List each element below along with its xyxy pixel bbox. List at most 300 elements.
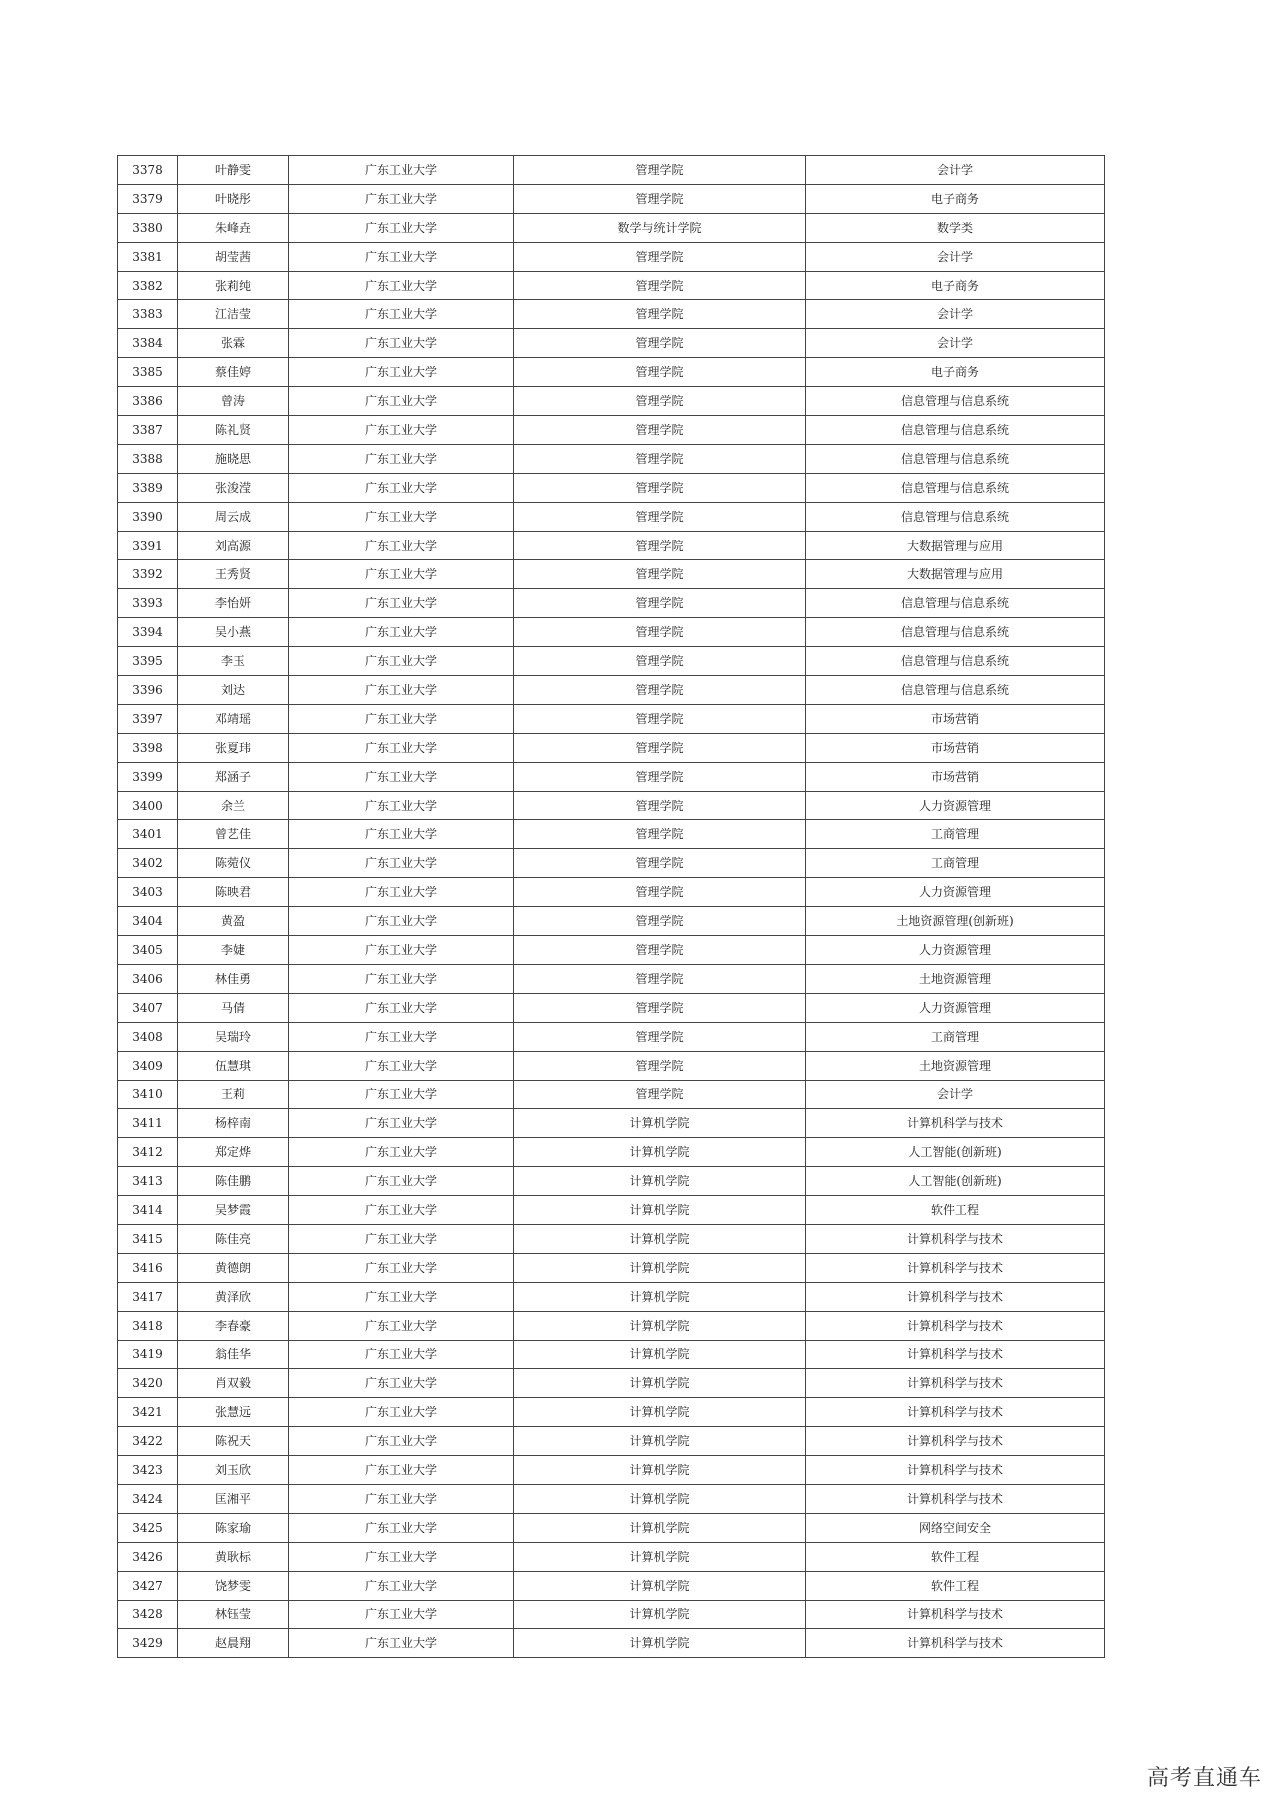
name-cell: 张浚滢	[178, 473, 289, 502]
name-cell: 曾艺佳	[178, 820, 289, 849]
name-cell: 张慧远	[178, 1398, 289, 1427]
table-row	[118, 849, 1105, 878]
college-cell: 管理学院	[514, 993, 806, 1022]
row-number-cell: 3417	[118, 1282, 178, 1311]
row-number-cell: 3391	[118, 531, 178, 560]
college-cell: 计算机学院	[514, 1456, 806, 1485]
school-cell: 广东工业大学	[289, 1224, 514, 1253]
table-row	[118, 704, 1105, 733]
major-cell: 工商管理	[806, 1022, 1105, 1051]
name-cell: 周云成	[178, 502, 289, 531]
school-cell: 广东工业大学	[289, 502, 514, 531]
name-cell: 刘达	[178, 676, 289, 705]
name-cell: 李怡妍	[178, 589, 289, 618]
school-cell: 广东工业大学	[289, 791, 514, 820]
school-cell: 广东工业大学	[289, 1109, 514, 1138]
name-cell: 陈菀仪	[178, 849, 289, 878]
major-cell: 信息管理与信息系统	[806, 416, 1105, 445]
table-row	[118, 184, 1105, 213]
college-cell: 管理学院	[514, 762, 806, 791]
major-cell: 电子商务	[806, 271, 1105, 300]
row-number-cell: 3384	[118, 329, 178, 358]
college-cell: 计算机学院	[514, 1282, 806, 1311]
school-cell: 广东工业大学	[289, 1022, 514, 1051]
major-cell: 人力资源管理	[806, 993, 1105, 1022]
major-cell: 计算机科学与技术	[806, 1600, 1105, 1629]
school-cell: 广东工业大学	[289, 618, 514, 647]
watermark-text: 高考直通车	[1146, 1766, 1262, 1791]
name-cell: 马倩	[178, 993, 289, 1022]
name-cell: 陈映君	[178, 878, 289, 907]
name-cell: 朱峰垚	[178, 213, 289, 242]
major-cell: 人工智能(创新班)	[806, 1138, 1105, 1167]
name-cell: 匡湘平	[178, 1484, 289, 1513]
major-cell: 电子商务	[806, 184, 1105, 213]
name-cell: 叶静雯	[178, 156, 289, 185]
school-cell: 广东工业大学	[289, 907, 514, 936]
table-row	[118, 531, 1105, 560]
row-number-cell: 3399	[118, 762, 178, 791]
college-cell: 管理学院	[514, 416, 806, 445]
college-cell: 管理学院	[514, 647, 806, 676]
college-cell: 管理学院	[514, 358, 806, 387]
table-row	[118, 589, 1105, 618]
college-cell: 管理学院	[514, 444, 806, 473]
school-cell: 广东工业大学	[289, 560, 514, 589]
table-row	[118, 820, 1105, 849]
row-number-cell: 3402	[118, 849, 178, 878]
name-cell: 陈佳亮	[178, 1224, 289, 1253]
school-cell: 广东工业大学	[289, 329, 514, 358]
name-cell: 张夏玮	[178, 733, 289, 762]
table-row	[118, 213, 1105, 242]
college-cell: 管理学院	[514, 1080, 806, 1109]
college-cell: 计算机学院	[514, 1484, 806, 1513]
name-cell: 刘玉欣	[178, 1456, 289, 1485]
row-number-cell: 3418	[118, 1311, 178, 1340]
school-cell: 广东工业大学	[289, 1484, 514, 1513]
school-cell: 广东工业大学	[289, 820, 514, 849]
major-cell: 市场营销	[806, 733, 1105, 762]
major-cell: 会计学	[806, 329, 1105, 358]
college-cell: 计算机学院	[514, 1571, 806, 1600]
major-cell: 计算机科学与技术	[806, 1456, 1105, 1485]
major-cell: 信息管理与信息系统	[806, 444, 1105, 473]
major-cell: 数学类	[806, 213, 1105, 242]
major-cell: 市场营销	[806, 704, 1105, 733]
table-row	[118, 1051, 1105, 1080]
college-cell: 管理学院	[514, 849, 806, 878]
name-cell: 吴瑞玲	[178, 1022, 289, 1051]
name-cell: 黄盈	[178, 907, 289, 936]
row-number-cell: 3398	[118, 733, 178, 762]
school-cell: 广东工业大学	[289, 358, 514, 387]
college-cell: 数学与统计学院	[514, 213, 806, 242]
school-cell: 广东工业大学	[289, 647, 514, 676]
row-number-cell: 3405	[118, 936, 178, 965]
school-cell: 广东工业大学	[289, 242, 514, 271]
major-cell: 软件工程	[806, 1571, 1105, 1600]
major-cell: 会计学	[806, 300, 1105, 329]
row-number-cell: 3419	[118, 1340, 178, 1369]
college-cell: 管理学院	[514, 936, 806, 965]
table-row	[118, 791, 1105, 820]
table-row	[118, 242, 1105, 271]
school-cell: 广东工业大学	[289, 416, 514, 445]
college-cell: 计算机学院	[514, 1398, 806, 1427]
table-row	[118, 271, 1105, 300]
school-cell: 广东工业大学	[289, 1051, 514, 1080]
school-cell: 广东工业大学	[289, 993, 514, 1022]
table-row	[118, 444, 1105, 473]
major-cell: 信息管理与信息系统	[806, 473, 1105, 502]
table-row	[118, 1513, 1105, 1542]
major-cell: 人力资源管理	[806, 878, 1105, 907]
school-cell: 广东工业大学	[289, 1080, 514, 1109]
table-row	[118, 1484, 1105, 1513]
school-cell: 广东工业大学	[289, 1571, 514, 1600]
table-row	[118, 647, 1105, 676]
row-number-cell: 3410	[118, 1080, 178, 1109]
name-cell: 林钰莹	[178, 1600, 289, 1629]
college-cell: 管理学院	[514, 1051, 806, 1080]
row-number-cell: 3413	[118, 1167, 178, 1196]
table-row	[118, 1398, 1105, 1427]
table-row	[118, 1600, 1105, 1629]
table-row	[118, 1629, 1105, 1658]
row-number-cell: 3422	[118, 1427, 178, 1456]
row-number-cell: 3406	[118, 964, 178, 993]
school-cell: 广东工业大学	[289, 762, 514, 791]
row-number-cell: 3414	[118, 1196, 178, 1225]
name-cell: 吴梦霞	[178, 1196, 289, 1225]
row-number-cell: 3388	[118, 444, 178, 473]
school-cell: 广东工业大学	[289, 1340, 514, 1369]
row-number-cell: 3429	[118, 1629, 178, 1658]
college-cell: 管理学院	[514, 791, 806, 820]
row-number-cell: 3400	[118, 791, 178, 820]
name-cell: 曾涛	[178, 387, 289, 416]
college-cell: 管理学院	[514, 531, 806, 560]
major-cell: 市场营销	[806, 762, 1105, 791]
student-list-body	[118, 156, 1105, 1658]
row-number-cell: 3385	[118, 358, 178, 387]
table-row	[118, 416, 1105, 445]
table-row	[118, 473, 1105, 502]
table-row	[118, 1167, 1105, 1196]
table-row	[118, 1542, 1105, 1571]
row-number-cell: 3378	[118, 156, 178, 185]
row-number-cell: 3395	[118, 647, 178, 676]
row-number-cell: 3408	[118, 1022, 178, 1051]
name-cell: 翁佳华	[178, 1340, 289, 1369]
college-cell: 管理学院	[514, 618, 806, 647]
row-number-cell: 3386	[118, 387, 178, 416]
row-number-cell: 3389	[118, 473, 178, 502]
college-cell: 计算机学院	[514, 1253, 806, 1282]
school-cell: 广东工业大学	[289, 936, 514, 965]
college-cell: 管理学院	[514, 1022, 806, 1051]
major-cell: 会计学	[806, 242, 1105, 271]
row-number-cell: 3420	[118, 1369, 178, 1398]
table-row	[118, 762, 1105, 791]
table-row	[118, 1340, 1105, 1369]
name-cell: 江洁莹	[178, 300, 289, 329]
name-cell: 蔡佳婷	[178, 358, 289, 387]
row-number-cell: 3423	[118, 1456, 178, 1485]
major-cell: 网络空间安全	[806, 1513, 1105, 1542]
name-cell: 胡莹茜	[178, 242, 289, 271]
school-cell: 广东工业大学	[289, 1167, 514, 1196]
school-cell: 广东工业大学	[289, 156, 514, 185]
major-cell: 软件工程	[806, 1542, 1105, 1571]
school-cell: 广东工业大学	[289, 733, 514, 762]
major-cell: 计算机科学与技术	[806, 1398, 1105, 1427]
table-row	[118, 1427, 1105, 1456]
table-row	[118, 964, 1105, 993]
name-cell: 郑定烨	[178, 1138, 289, 1167]
major-cell: 计算机科学与技术	[806, 1629, 1105, 1658]
major-cell: 信息管理与信息系统	[806, 387, 1105, 416]
school-cell: 广东工业大学	[289, 387, 514, 416]
college-cell: 管理学院	[514, 820, 806, 849]
major-cell: 计算机科学与技术	[806, 1427, 1105, 1456]
college-cell: 管理学院	[514, 676, 806, 705]
name-cell: 伍慧琪	[178, 1051, 289, 1080]
school-cell: 广东工业大学	[289, 1196, 514, 1225]
row-number-cell: 3421	[118, 1398, 178, 1427]
name-cell: 黄德朗	[178, 1253, 289, 1282]
school-cell: 广东工业大学	[289, 473, 514, 502]
table-row	[118, 993, 1105, 1022]
name-cell: 赵晨翔	[178, 1629, 289, 1658]
college-cell: 计算机学院	[514, 1311, 806, 1340]
school-cell: 广东工业大学	[289, 184, 514, 213]
major-cell: 土地资源管理(创新班)	[806, 907, 1105, 936]
major-cell: 土地资源管理	[806, 964, 1105, 993]
table-row	[118, 936, 1105, 965]
row-number-cell: 3382	[118, 271, 178, 300]
row-number-cell: 3403	[118, 878, 178, 907]
name-cell: 黄泽欣	[178, 1282, 289, 1311]
college-cell: 管理学院	[514, 271, 806, 300]
name-cell: 刘高源	[178, 531, 289, 560]
college-cell: 管理学院	[514, 733, 806, 762]
row-number-cell: 3411	[118, 1109, 178, 1138]
row-number-cell: 3412	[118, 1138, 178, 1167]
college-cell: 管理学院	[514, 387, 806, 416]
name-cell: 陈礼贤	[178, 416, 289, 445]
college-cell: 管理学院	[514, 704, 806, 733]
row-number-cell: 3396	[118, 676, 178, 705]
college-cell: 计算机学院	[514, 1167, 806, 1196]
table-row	[118, 300, 1105, 329]
major-cell: 人力资源管理	[806, 791, 1105, 820]
table-row	[118, 358, 1105, 387]
row-number-cell: 3404	[118, 907, 178, 936]
major-cell: 软件工程	[806, 1196, 1105, 1225]
name-cell: 张莉纯	[178, 271, 289, 300]
school-cell: 广东工业大学	[289, 1629, 514, 1658]
table-row	[118, 1282, 1105, 1311]
major-cell: 工商管理	[806, 849, 1105, 878]
name-cell: 吴小燕	[178, 618, 289, 647]
school-cell: 广东工业大学	[289, 271, 514, 300]
school-cell: 广东工业大学	[289, 589, 514, 618]
row-number-cell: 3425	[118, 1513, 178, 1542]
row-number-cell: 3428	[118, 1600, 178, 1629]
college-cell: 管理学院	[514, 156, 806, 185]
school-cell: 广东工业大学	[289, 964, 514, 993]
school-cell: 广东工业大学	[289, 704, 514, 733]
row-number-cell: 3424	[118, 1484, 178, 1513]
table-row	[118, 1311, 1105, 1340]
row-number-cell: 3379	[118, 184, 178, 213]
major-cell: 计算机科学与技术	[806, 1253, 1105, 1282]
name-cell: 张霖	[178, 329, 289, 358]
table-row	[118, 387, 1105, 416]
name-cell: 叶晓彤	[178, 184, 289, 213]
college-cell: 计算机学院	[514, 1629, 806, 1658]
table-row	[118, 1022, 1105, 1051]
college-cell: 计算机学院	[514, 1600, 806, 1629]
college-cell: 管理学院	[514, 329, 806, 358]
table-row	[118, 502, 1105, 531]
school-cell: 广东工业大学	[289, 849, 514, 878]
college-cell: 计算机学院	[514, 1427, 806, 1456]
name-cell: 林佳勇	[178, 964, 289, 993]
college-cell: 计算机学院	[514, 1138, 806, 1167]
college-cell: 计算机学院	[514, 1196, 806, 1225]
table-row	[118, 1253, 1105, 1282]
school-cell: 广东工业大学	[289, 1282, 514, 1311]
college-cell: 管理学院	[514, 473, 806, 502]
row-number-cell: 3427	[118, 1571, 178, 1600]
major-cell: 计算机科学与技术	[806, 1340, 1105, 1369]
name-cell: 王秀贤	[178, 560, 289, 589]
college-cell: 管理学院	[514, 184, 806, 213]
college-cell: 管理学院	[514, 878, 806, 907]
college-cell: 管理学院	[514, 907, 806, 936]
table-row	[118, 878, 1105, 907]
school-cell: 广东工业大学	[289, 878, 514, 907]
name-cell: 陈佳鹏	[178, 1167, 289, 1196]
row-number-cell: 3397	[118, 704, 178, 733]
school-cell: 广东工业大学	[289, 1398, 514, 1427]
major-cell: 会计学	[806, 156, 1105, 185]
college-cell: 管理学院	[514, 502, 806, 531]
row-number-cell: 3415	[118, 1224, 178, 1253]
college-cell: 管理学院	[514, 589, 806, 618]
school-cell: 广东工业大学	[289, 1311, 514, 1340]
table-row	[118, 1571, 1105, 1600]
row-number-cell: 3387	[118, 416, 178, 445]
table-row	[118, 1080, 1105, 1109]
table-row	[118, 156, 1105, 185]
major-cell: 计算机科学与技术	[806, 1109, 1105, 1138]
table-row	[118, 1109, 1105, 1138]
college-cell: 管理学院	[514, 560, 806, 589]
major-cell: 信息管理与信息系统	[806, 589, 1105, 618]
table-row	[118, 1138, 1105, 1167]
name-cell: 李玉	[178, 647, 289, 676]
name-cell: 邓靖瑶	[178, 704, 289, 733]
table-row	[118, 329, 1105, 358]
row-number-cell: 3394	[118, 618, 178, 647]
major-cell: 计算机科学与技术	[806, 1282, 1105, 1311]
row-number-cell: 3383	[118, 300, 178, 329]
name-cell: 王莉	[178, 1080, 289, 1109]
table-row	[118, 1224, 1105, 1253]
college-cell: 管理学院	[514, 300, 806, 329]
school-cell: 广东工业大学	[289, 1542, 514, 1571]
major-cell: 人力资源管理	[806, 936, 1105, 965]
table-row	[118, 907, 1105, 936]
college-cell: 管理学院	[514, 242, 806, 271]
row-number-cell: 3407	[118, 993, 178, 1022]
major-cell: 工商管理	[806, 820, 1105, 849]
school-cell: 广东工业大学	[289, 1513, 514, 1542]
school-cell: 广东工业大学	[289, 213, 514, 242]
name-cell: 陈祝天	[178, 1427, 289, 1456]
major-cell: 信息管理与信息系统	[806, 647, 1105, 676]
name-cell: 杨梓南	[178, 1109, 289, 1138]
name-cell: 黄耿标	[178, 1542, 289, 1571]
table-row	[118, 1369, 1105, 1398]
school-cell: 广东工业大学	[289, 676, 514, 705]
college-cell: 管理学院	[514, 964, 806, 993]
row-number-cell: 3380	[118, 213, 178, 242]
name-cell: 余兰	[178, 791, 289, 820]
major-cell: 计算机科学与技术	[806, 1311, 1105, 1340]
major-cell: 信息管理与信息系统	[806, 618, 1105, 647]
major-cell: 信息管理与信息系统	[806, 502, 1105, 531]
major-cell: 土地资源管理	[806, 1051, 1105, 1080]
school-cell: 广东工业大学	[289, 1600, 514, 1629]
name-cell: 李婕	[178, 936, 289, 965]
school-cell: 广东工业大学	[289, 300, 514, 329]
college-cell: 计算机学院	[514, 1513, 806, 1542]
name-cell: 施晓思	[178, 444, 289, 473]
row-number-cell: 3381	[118, 242, 178, 271]
name-cell: 李春豪	[178, 1311, 289, 1340]
row-number-cell: 3390	[118, 502, 178, 531]
major-cell: 计算机科学与技术	[806, 1224, 1105, 1253]
name-cell: 肖双毅	[178, 1369, 289, 1398]
table-row	[118, 618, 1105, 647]
college-cell: 计算机学院	[514, 1369, 806, 1398]
school-cell: 广东工业大学	[289, 1456, 514, 1485]
college-cell: 计算机学院	[514, 1109, 806, 1138]
row-number-cell: 3409	[118, 1051, 178, 1080]
school-cell: 广东工业大学	[289, 531, 514, 560]
college-cell: 计算机学院	[514, 1340, 806, 1369]
row-number-cell: 3393	[118, 589, 178, 618]
school-cell: 广东工业大学	[289, 444, 514, 473]
major-cell: 人工智能(创新班)	[806, 1167, 1105, 1196]
major-cell: 大数据管理与应用	[806, 531, 1105, 560]
major-cell: 计算机科学与技术	[806, 1484, 1105, 1513]
name-cell: 饶梦雯	[178, 1571, 289, 1600]
major-cell: 电子商务	[806, 358, 1105, 387]
major-cell: 计算机科学与技术	[806, 1369, 1105, 1398]
name-cell: 陈家瑜	[178, 1513, 289, 1542]
row-number-cell: 3416	[118, 1253, 178, 1282]
school-cell: 广东工业大学	[289, 1427, 514, 1456]
major-cell: 会计学	[806, 1080, 1105, 1109]
table-row	[118, 733, 1105, 762]
table-row	[118, 676, 1105, 705]
